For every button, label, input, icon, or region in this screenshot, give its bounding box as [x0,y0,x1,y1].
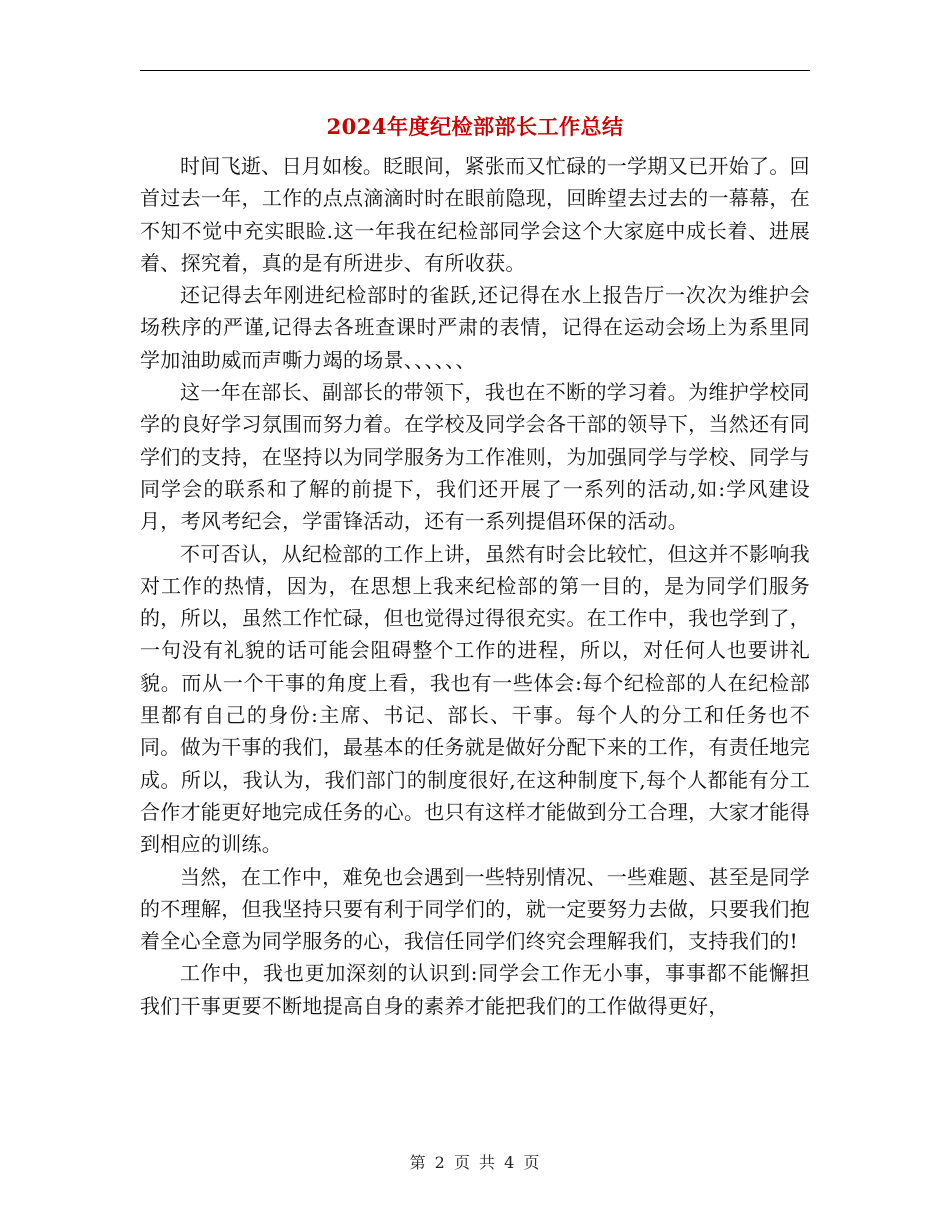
paragraph-5: 当然，在工作中，难免也会遇到一些特别情况、一些难题、甚至是同学的不理解，但我坚持只要有利于同学们的，就一定要努力去做，只要我们抱着全心全意为同学服务的心，我信任同学们终究会理解我们，支持我们的! [140,864,810,954]
document-title: 2024年度纪检部部长工作总结 [326,114,624,139]
page-number-footer: 第 2 页 共 4 页 [409,1153,541,1172]
paragraph-4: 不可否认，从纪检部的工作上讲，虽然有时会比较忙，但这并不影响我对工作的热情，因为，在思想上我来纪检部的第一目的，是为同学们服务的，所以，虽然工作忙碌，但也觉得过得很充实。在工作中，我也学到了，一句没有礼貌的话可能会阻碍整个工作的进程，所以，对任何人也要讲礼貌。而从一个干事的角度上看，我也有一些体会:每个纪检部的人在纪检部里都有自己的身份:主席、书记、部长、干事。每个人的分工和任务也不同。做为干事的我们，最基本的任务就是做好分配下来的工作，有责任地完成。所以，我认为，我们部门的制度很好,在这种制度下,每个人都能有分工合作才能更好地完成任务的心。也只有这样才能做到分工合理，大家才能得到相应的训练。 [140,541,810,857]
paragraph-3: 这一年在部长、副部长的带领下，我也在不断的学习着。为维护学校同学的良好学习氛围而努力着。在学校及同学会各干部的领导下，当然还有同学们的支持，在坚持以为同学服务为工作准则，为加强同学与学校、同学与同学会的联系和了解的前提下，我们还开展了一系列的活动,如:学风建设月，考风考纪会，学雷锋活动，还有一系列提倡环保的活动。 [140,380,810,534]
paragraph-6: 工作中，我也更加深刻的认识到:同学会工作无小事，事事都不能懈担我们干事更要不断地提高自身的素养才能把我们的工作做得更好， [140,961,810,1018]
paragraph-2: 还记得去年刚进纪检部时的雀跃,还记得在水上报告厅一次次为维护会场秩序的严谨,记得去各班查课时严肃的表情，记得在运动会场上为系里同学加油助威而声嘶力竭的场景、、、、、、 [140,283,810,372]
paragraph-1: 时间飞逝、日月如梭。眨眼间，紧张而又忙碌的一学期又已开始了。回首过去一年，工作的点点滴滴时时在眼前隐现，回眸望去过去的一幕幕，在不知不觉中充实眼睑.这一年我在纪检部同学会这个大家庭中成长着、进展着、探究着，真的是有所进步、有所收获。 [140,154,810,275]
header-rule [140,70,810,71]
document-body [140,150,810,1022]
